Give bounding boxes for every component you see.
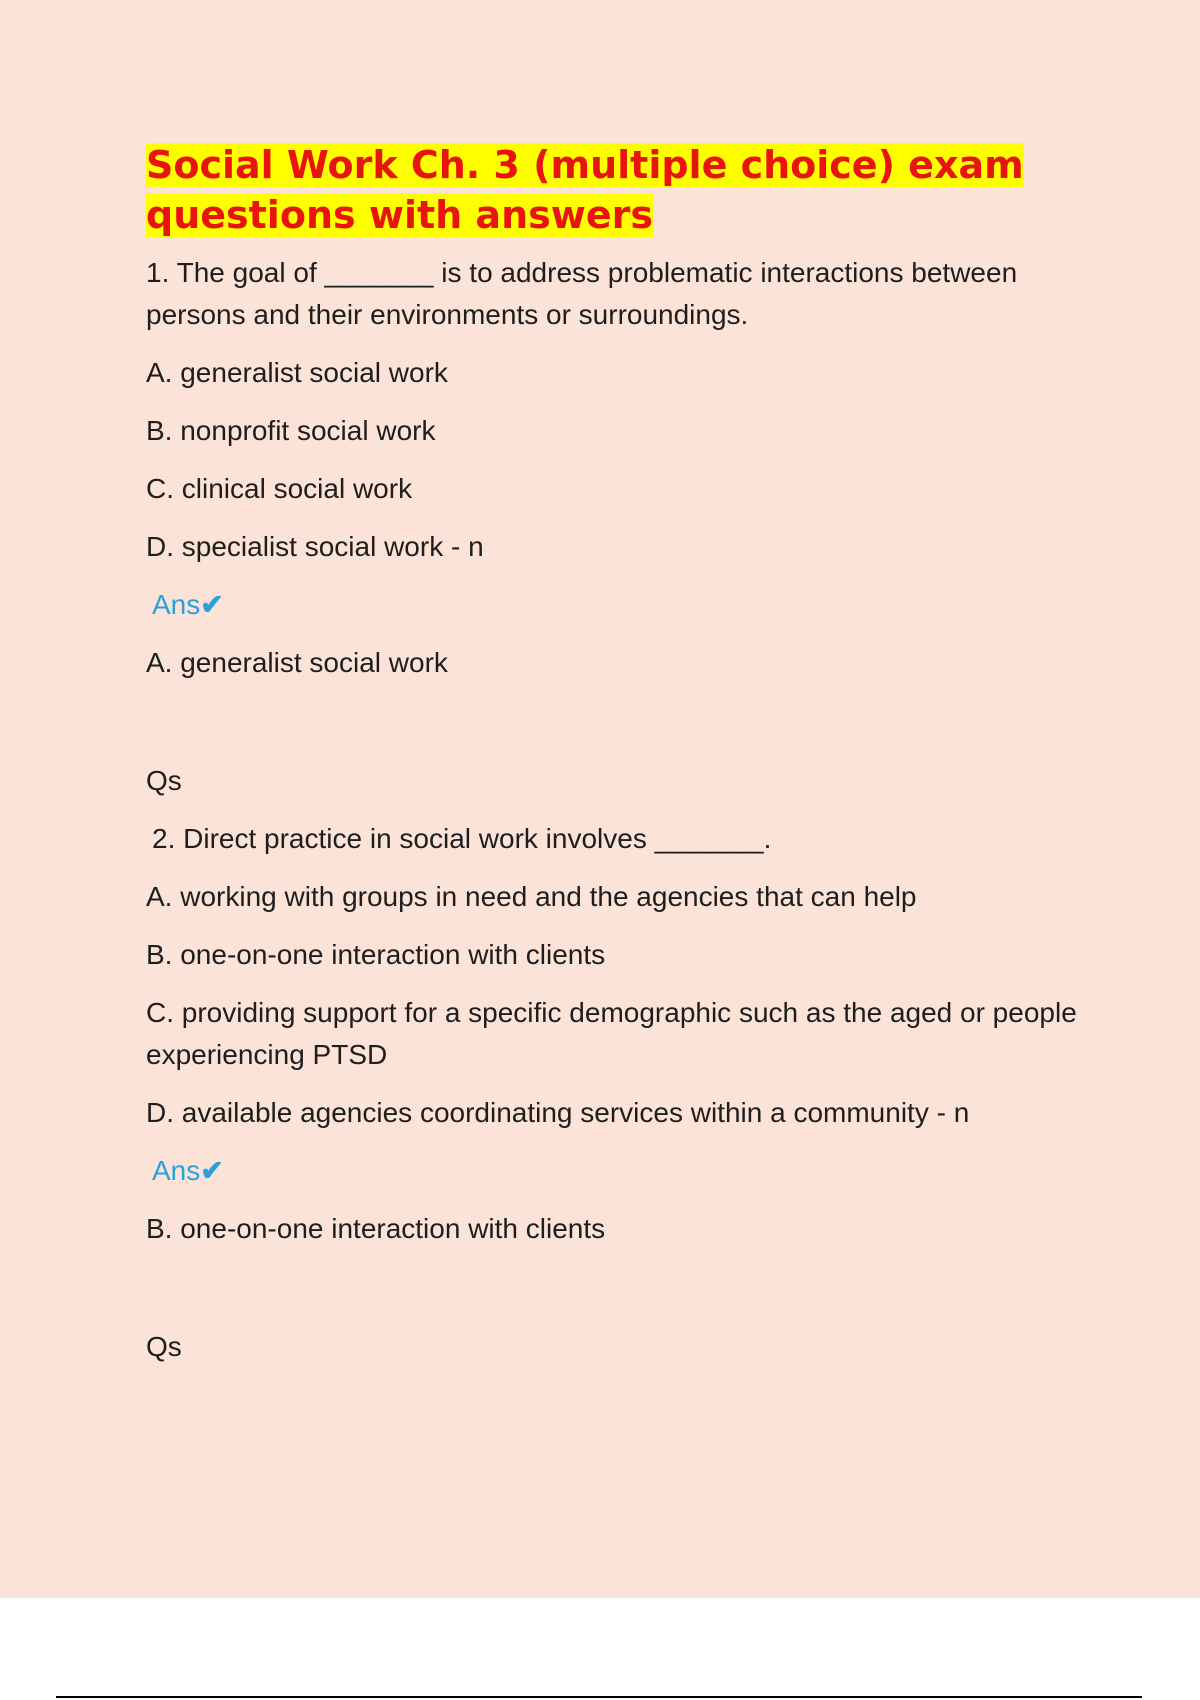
footer-divider bbox=[56, 1696, 1142, 1698]
title-highlight: Social Work Ch. 3 (multiple choice) exam questions with answers bbox=[146, 143, 1024, 237]
ans-label: Ans bbox=[152, 1155, 201, 1186]
question-1-ans-label bbox=[146, 584, 1086, 626]
question-2-answer: B. one-on-one interaction with clients bbox=[146, 1213, 606, 1244]
question-2-qs-label: Qs bbox=[146, 1331, 182, 1362]
question-1-answer: A. generalist social work bbox=[146, 647, 448, 678]
question-1-option-c: C. clinical social work bbox=[146, 473, 413, 504]
question-1-option-d: D. specialist social work - n bbox=[146, 531, 484, 562]
question-1-option-a: A. generalist social work bbox=[146, 357, 448, 388]
question-1-text: 1. The goal of _______ is to address problematic interactions between persons and their environments or surroundings. bbox=[146, 257, 1018, 330]
question-2-option-d: D. available agencies coordinating services within a community - n bbox=[146, 1097, 970, 1128]
question-2-option-c: C. providing support for a specific demographic such as the aged or people experiencing PTSD bbox=[146, 997, 1077, 1070]
ans-label: Ans bbox=[152, 589, 201, 620]
question-2-option-b: B. one-on-one interaction with clients bbox=[146, 939, 606, 970]
question-1-option-b: B. nonprofit social work bbox=[146, 415, 436, 446]
checkmark-icon: ✔ bbox=[200, 1155, 224, 1186]
question-2-text: 2. Direct practice in social work involves _______. bbox=[152, 823, 772, 854]
document-title bbox=[146, 140, 1086, 240]
checkmark-icon: ✔ bbox=[200, 589, 224, 620]
document-body bbox=[146, 140, 1086, 1368]
question-1-qs-label: Qs bbox=[146, 765, 182, 796]
question-2-option-a: A. working with groups in need and the agencies that can help bbox=[146, 881, 917, 912]
question-2-ans-label bbox=[146, 1150, 1086, 1192]
